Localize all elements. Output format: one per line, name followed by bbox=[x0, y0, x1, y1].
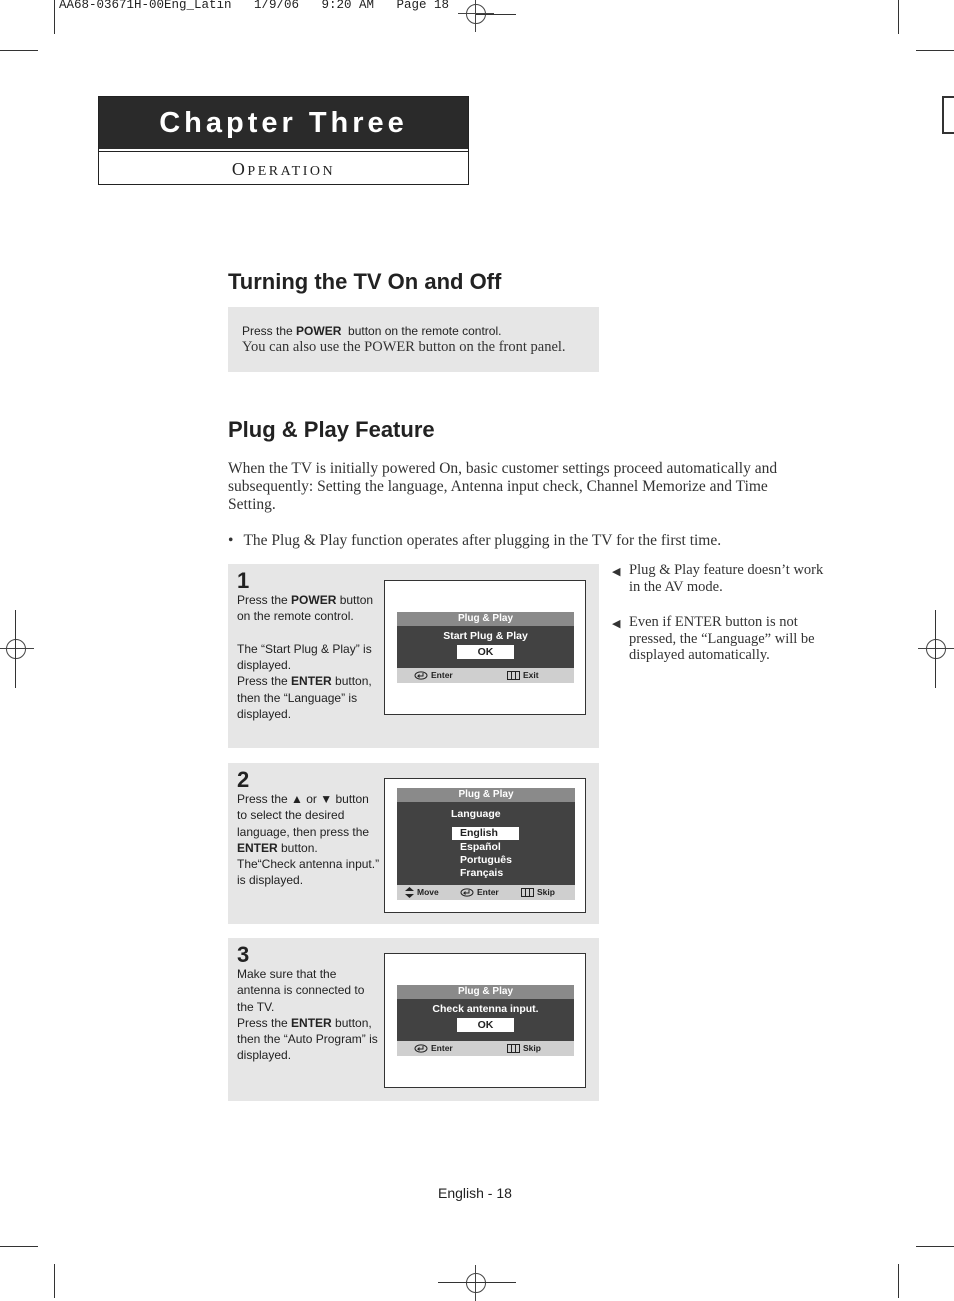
tab-mark bbox=[942, 132, 954, 134]
crop-mark bbox=[54, 0, 55, 34]
osd-footer bbox=[397, 885, 575, 900]
registration-mark bbox=[918, 631, 954, 667]
enter-icon bbox=[460, 888, 474, 897]
registration-mark bbox=[458, 0, 494, 32]
note-arrow-icon: ◀ bbox=[612, 566, 621, 578]
step-number: 1 bbox=[237, 568, 250, 593]
tv-screen bbox=[384, 580, 586, 715]
step-instructions: Make sure that the antenna is connected to the TV. Press the ENTER button, then the “Auto Program” is displayed. bbox=[237, 967, 378, 1063]
tv-screen bbox=[384, 953, 586, 1088]
step-instructions: Press the ▲ or ▼ button to select the desired language, then press the ENTER button. The“Check antenna input.” is displayed. bbox=[237, 792, 380, 888]
note-arrow-icon: ◀ bbox=[612, 618, 621, 630]
chapter-subtitle: OPERATION bbox=[231, 159, 336, 179]
osd-header: Plug & Play bbox=[397, 985, 574, 999]
tab-mark bbox=[942, 96, 944, 134]
enter-hint: Enter bbox=[414, 668, 453, 683]
chapter-box bbox=[98, 96, 469, 185]
section-heading: Plug & Play Feature bbox=[228, 417, 435, 442]
crop-mark bbox=[0, 1246, 38, 1247]
osd-body bbox=[397, 802, 575, 885]
ok-button[interactable]: OK bbox=[457, 1018, 514, 1032]
exit-hint: Exit bbox=[507, 668, 539, 683]
page-footer: English - 18 bbox=[438, 1185, 512, 1201]
up-arrow-icon: ▲ bbox=[291, 792, 303, 806]
step-panel bbox=[228, 938, 599, 1101]
crop-mark bbox=[898, 0, 899, 34]
move-hint: Move bbox=[405, 885, 439, 900]
enter-hint: Enter bbox=[414, 1041, 453, 1056]
print-header: AA68-03671H-00Eng_Latin 1/9/06 9:20 AM Page 18 bbox=[59, 0, 450, 12]
osd-footer bbox=[397, 1041, 574, 1056]
crop-mark bbox=[54, 1264, 55, 1298]
ok-button[interactable]: OK bbox=[457, 645, 514, 659]
intro-paragraph: When the TV is initially powered On, basic customer settings proceed automatically and subsequently: Setting the language, Antenna input check, Channel Memorize and Time Setting. bbox=[228, 460, 778, 513]
updown-arrow-icon bbox=[405, 887, 414, 898]
enter-icon bbox=[414, 671, 428, 680]
tv-screen bbox=[384, 778, 586, 913]
section-heading: Turning the TV On and Off bbox=[228, 269, 502, 294]
skip-hint: Skip bbox=[521, 885, 555, 900]
step-panel bbox=[228, 763, 599, 924]
crop-mark bbox=[898, 1264, 899, 1298]
bullet-item: • The Plug & Play function operates after plugging in the TV for the first time. bbox=[228, 532, 722, 549]
language-option[interactable]: Français bbox=[460, 867, 504, 879]
skip-hint: Skip bbox=[507, 1041, 541, 1056]
menu-icon bbox=[521, 888, 534, 897]
registration-mark bbox=[0, 631, 34, 667]
step-number: 3 bbox=[237, 942, 250, 967]
osd-title: Language bbox=[451, 808, 501, 820]
crop-mark bbox=[916, 1246, 954, 1247]
step-panel bbox=[228, 564, 599, 748]
power-info-box bbox=[228, 307, 599, 372]
enter-hint: Enter bbox=[460, 885, 499, 900]
osd-title: Start Plug & Play bbox=[443, 630, 528, 642]
down-arrow-icon: ▼ bbox=[320, 792, 333, 806]
menu-icon bbox=[507, 1044, 520, 1053]
step-number: 2 bbox=[237, 767, 250, 792]
osd-footer bbox=[397, 668, 574, 683]
language-option[interactable]: Português bbox=[460, 854, 512, 866]
side-note: ◀ Plug & Play feature doesn’t work in the AV mode. bbox=[612, 562, 824, 595]
crop-mark bbox=[476, 14, 516, 15]
enter-icon bbox=[414, 1044, 428, 1053]
language-option[interactable]: Español bbox=[460, 841, 501, 853]
crop-mark bbox=[0, 50, 38, 51]
osd-header: Plug & Play bbox=[397, 612, 574, 626]
chapter-title: Chapter Three bbox=[99, 97, 468, 151]
step-instructions: Press the POWER button on the remote control. The “Start Plug & Play” is displayed. Press the ENTER button, then the “Language” is displayed. bbox=[237, 593, 374, 722]
registration-mark bbox=[458, 1265, 494, 1301]
power-line-1: Press the POWER button on the remote control. bbox=[242, 324, 502, 338]
osd-title: Check antenna input. bbox=[432, 1003, 539, 1015]
osd-body bbox=[397, 626, 574, 668]
crop-mark bbox=[935, 610, 936, 688]
crop-mark bbox=[916, 50, 954, 51]
osd-header: Plug & Play bbox=[397, 788, 575, 802]
language-option[interactable]: English bbox=[452, 827, 519, 840]
osd-body bbox=[397, 999, 574, 1041]
crop-mark bbox=[15, 610, 16, 688]
side-note: ◀ Even if ENTER button is not pressed, the “Language” will be displayed automatically. bbox=[612, 614, 815, 663]
power-line-2: You can also use the POWER button on the front panel. bbox=[242, 339, 566, 355]
crop-mark bbox=[438, 1282, 516, 1283]
menu-icon bbox=[507, 671, 520, 680]
